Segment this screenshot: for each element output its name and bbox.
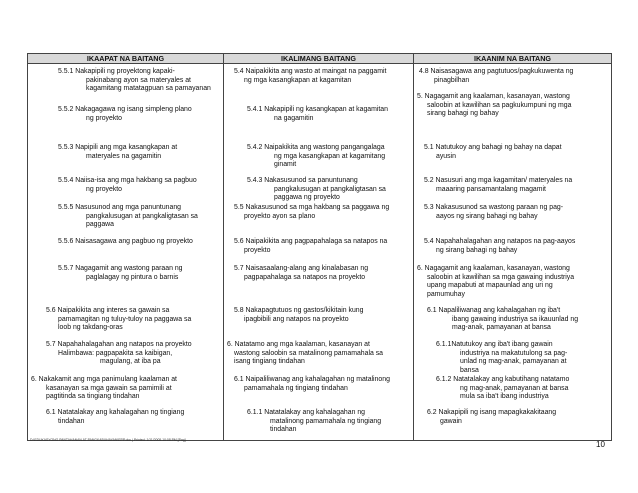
competency-line: matalinong pamamahala ng tingiang	[270, 417, 382, 425]
competency-line: 6.1.1 Natatalakay ang kahalagahan ng	[247, 409, 365, 416]
content-row	[28, 64, 612, 441]
grade-5-column	[224, 64, 413, 440]
competency-line: 5.4.3 Nakasusunod sa panuntunang	[247, 177, 358, 184]
competency-line: saloobin at kawilihan sa mga gawaing industriya	[427, 273, 575, 281]
competency-line: 6. Natatamo ang mga kaalaman, kasanayan at	[227, 341, 370, 348]
competency-line: kagamitang matatagpuan sa pamayanan	[86, 85, 211, 93]
competency-line: 6.1 Naipaliliwanag ang kahalagahan ng matalinong	[234, 376, 390, 383]
competency-line: 6.1.1Natutukoy ang iba't ibang gawain	[436, 341, 553, 348]
competency-line: 5.5.3 Napipili ang mga kasangkapan at	[58, 144, 178, 151]
competency-line: industriya na makatutulong sa pag-	[460, 349, 568, 357]
competency-line: isang tingiang tindahan	[234, 358, 305, 366]
file-path-footnote: D:\EDUKASYONG PANTAHANAN AT PANGKABUHAYAN\EPP.doc | Printed: 1/11/2005 10:08 PM [Pag]	[30, 438, 186, 442]
competency-line: ng proyekto	[86, 114, 123, 122]
competency-line: 5. Nagagamit ang kaalaman, kasanayan, wastong	[417, 93, 570, 100]
competency-line: ibang gawaing industriya sa ikauunlad ng	[452, 315, 579, 323]
competency-line: proyekto	[244, 246, 271, 254]
grade-4-column	[28, 64, 223, 440]
competency-line: ng mga kasangkapan at kagamitang	[274, 152, 386, 160]
competency-line: 5.5.2 Nakagagawa ng isang simpleng plano	[58, 106, 192, 113]
competency-table	[27, 53, 612, 441]
competency-line: pagpapahalaga sa natapos na proyekto	[244, 273, 366, 281]
competency-line: pangkalusugan at pangkaligtasan sa	[86, 212, 198, 220]
grade-6-column	[414, 64, 611, 440]
competency-line: paggawa	[86, 221, 114, 229]
competency-line: pamamagitan ng tuluy-tuloy na paggawa sa	[58, 315, 192, 323]
competency-line: 5.5.1 Nakapipili ng proyektong kapaki-	[58, 68, 175, 75]
competency-line: 5.4 Napahahalagahan ang natapos na pag-aayos	[424, 238, 576, 245]
competency-line: ipagbibili ang natapos na proyekto	[244, 315, 349, 323]
competency-line: pamamahala ng tingiang tindahan	[244, 384, 348, 392]
competency-line: ng mga kasangkapan at kagamitan	[244, 76, 352, 84]
competency-line: pagtitinda sa tingiang tindahan	[46, 393, 140, 401]
competency-line: mula sa iba't ibang industriya	[460, 393, 549, 401]
competency-line: 5.1 Natutukoy ang bahagi ng bahay na dapat	[424, 144, 562, 151]
competency-line: Halimbawa: pagpapakita sa kaibigan,	[58, 349, 173, 357]
competency-line: gawain	[440, 417, 462, 425]
competency-line: 5.5.5 Nasusunod ang mga panuntunang	[58, 204, 181, 211]
competency-line: 5.6 Naipakikita ang pagpapahalaga sa natapos na	[234, 238, 388, 245]
competency-line: magulang, at iba pa	[100, 358, 161, 366]
competency-line: mag-anak, pamayanan at bansa	[452, 324, 551, 332]
competency-line: 5.3 Nakasusunod sa wastong paraan ng pag-	[424, 204, 564, 211]
competency-line: kasanayan sa mga gawain sa pamimili at	[46, 384, 172, 392]
competency-line: wastong saloobin sa matalinong pamamahala sa	[234, 349, 384, 357]
competency-line: ayusin	[436, 152, 456, 160]
competency-line: tindahan	[58, 417, 85, 425]
competency-line: tindahan	[270, 426, 297, 434]
competency-line: 5.6 Naipakikita ang interes sa gawain sa	[46, 307, 170, 314]
competency-line: 4.8 Naisasagawa ang pagtutuos/pagkukuwenta ng	[419, 68, 574, 75]
competency-line: bansa	[460, 366, 479, 374]
competency-line: 5.5 Nakasusunod sa mga hakbang sa paggawa ng	[234, 204, 390, 211]
competency-line: ng mag-anak, pamayanan at bansa	[460, 384, 569, 392]
competency-line: 6. Nagagamit ang kaalaman, kasanayan, wastong	[417, 265, 570, 272]
competency-line: 5.5.7 Nagagamit ang wastong paraan ng	[58, 265, 183, 272]
competency-line: 5.7 Napahahalagahan ang natapos na proyekto	[46, 341, 192, 348]
competency-line: pamumuhay	[427, 290, 465, 298]
competency-line: aayos ng sirang bahagi ng bahay	[436, 212, 538, 220]
header-grade-4: IKAAPAT NA BAITANG	[28, 54, 224, 64]
competency-line: 6.1 Natatalakay ang kahalagahan ng tingiang	[46, 409, 185, 416]
page-number: 10	[596, 440, 605, 449]
competency-line: paglalagay ng pintura o barnis	[86, 273, 179, 281]
competency-line: pinagbilhan	[434, 76, 470, 84]
competency-line: unlad ng mag-anak, pamayanan at	[460, 358, 567, 366]
competency-line: materyales na gagamitin	[86, 152, 162, 160]
competency-line: 5.5.6 Naisasagawa ang pagbuo ng proyekto	[58, 238, 193, 245]
competency-line: 6.1 Napaliliwanag ang kahalagahan ng iba't	[427, 307, 561, 314]
competency-line: ng sirang bahagi ng bahay	[436, 246, 518, 254]
competency-line: 5.7 Naisasaalang-alang ang kinalabasan ng	[234, 265, 369, 272]
competency-line: ng proyekto	[86, 185, 123, 193]
competency-line: 6.2 Nakapipili ng isang mapagkakakitaang	[427, 409, 557, 416]
competency-line: sirang bahagi ng bahay	[427, 110, 499, 118]
competency-line: paggawa ng proyekto	[274, 194, 340, 202]
competency-line: 5.8 Nakapagtutuos ng gastos/kikitain kung	[234, 307, 364, 314]
header-grade-6: IKAANIM NA BAITANG	[414, 54, 612, 64]
competency-line: maaaring pansamantalang magamit	[436, 185, 546, 193]
competency-line: 5.4.2 Naipakikita ang wastong pangangalaga	[247, 144, 385, 151]
competency-line: saloobin at kawilihan sa pagkukumpuni ng mga	[427, 101, 572, 109]
header-row	[28, 54, 612, 64]
competency-line: pakinabang ayon sa materyales at	[86, 76, 191, 84]
competency-line: 5.4.1 Nakapipili ng kasangkapan at kagamitan	[247, 106, 388, 113]
competency-line: 5.4 Naipakikita ang wasto at maingat na paggamit	[234, 68, 387, 75]
header-grade-5: IKALIMANG BAITANG	[224, 54, 414, 64]
competency-line: 5.2 Nasusuri ang mga kagamitan/ materyales na	[424, 177, 573, 184]
competency-line: loob ng takdang-oras	[58, 324, 123, 332]
competency-line: ginamit	[274, 161, 297, 169]
competency-line: na gagamitin	[274, 114, 314, 122]
competency-line: 6. Nakakamit ang mga panimulang kaalaman at	[31, 376, 177, 383]
competency-line: upang mapabuti at mapaunlad ang uri ng	[427, 282, 553, 290]
competency-line: proyekto ayon sa plano	[244, 212, 316, 220]
competency-line: 6.1.2 Natatalakay ang kabutihang natatamo	[436, 376, 570, 383]
competency-line: 5.5.4 Naiisa-isa ang mga hakbang sa pagbuo	[58, 177, 197, 184]
competency-line: pangkalusugan at pangkaligtasan sa	[274, 185, 386, 193]
